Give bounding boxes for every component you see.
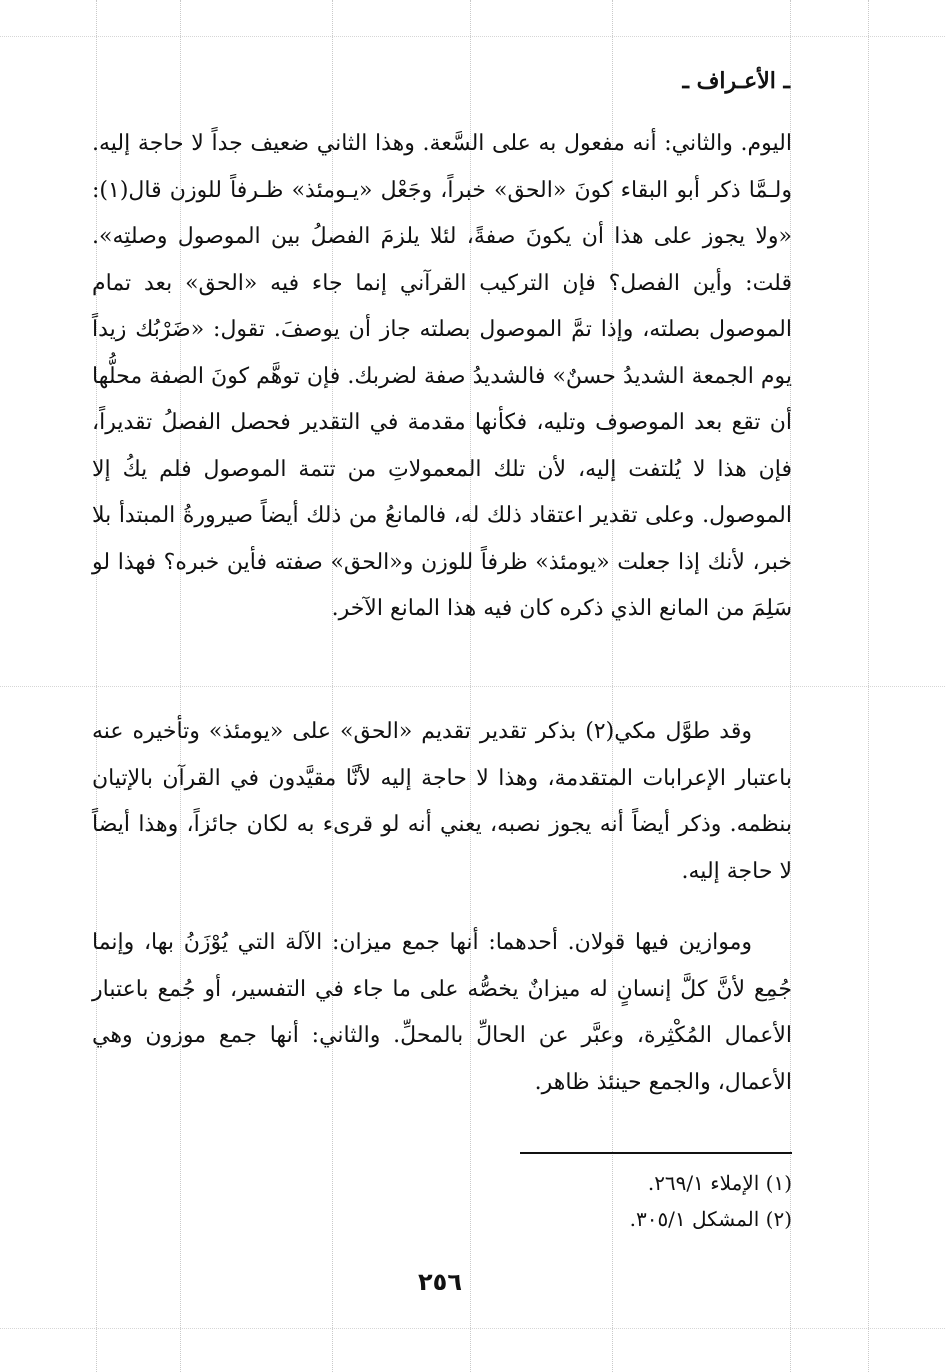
running-header: ـ الأعـراف ـ — [682, 68, 790, 94]
paragraph-text: وقد طوَّل مكي(٢) بذكر تقدير تقديم «الحق» على «يومئذ» وتأخيره عنه باعتبار الإعرابات المتقدمة، وهذا لا حاجة إليه لأنَّا مقيَّدون في القرآن بالإتيان بنظمه. وذكر أيضاً أنه يجوز نصبه، يعني أنه لو قرىء به لكان جائزاً، وهذا أيضاً لا حاجة إليه. — [92, 719, 792, 884]
footnote-item: (١) الإملاء ٢٦٩/١. — [647, 1171, 792, 1195]
paragraph-text: وموازين فيها قولان. أحدهما: أنها جمع ميزان: الآلة التي يُوْزَنُ بها، وإنما جُمِع لأنَّ كلَّ إنسانٍ له ميزانٌ يخصُّه على ما جاء في التفسير، أو جُمع باعتبار الأعمال المُكْثِرة، وعبَّر عن الحالِّ بالمحلِّ. والثاني: أنها جمع موزون وهي الأعمال، والجمع حينئذ ظاهر. — [92, 930, 792, 1095]
scan-guide-line — [0, 1328, 945, 1329]
page-number: ٢٥٦ — [418, 1268, 462, 1296]
footnote-separator — [520, 1152, 792, 1154]
footnote-item: (٢) المشكل ٣٠٥/١. — [629, 1207, 792, 1231]
footnotes — [420, 1165, 792, 1237]
body-paragraph — [92, 709, 792, 895]
body-paragraph — [92, 121, 792, 633]
body-paragraph — [92, 920, 792, 1106]
paragraph-text: اليوم. والثاني: أنه مفعول به على السَّعة. وهذا الثاني ضعيف جداً لا حاجة إليه. ولـمَّا ذكر أبو البقاء كونَ «الحق» خبراً، وجَعْل «يـومئذ» ظـرفاً للوزن قال(١): «ولا يجوز على هذا أن يكونَ صفةً، لئلا يلزمَ الفصلُ بين الموصول وصلتِه». قلت: وأين الفصل؟ فإن التركيب القرآني إنما جاء فيه «الحق» بعد تمام الموصول بصلته، وإذا تمَّ الموصول بصلته جاز أن يوصفَ. تقول: «ضَرْبُك زيداً يوم الجمعة الشديدُ حسنٌ» فالشديدُ صفة لضربك. فإن توهَّم كونَ الصفة محلُّها أن تقع بعد الموصوف وتليه، فكأنها مقدمة في التقدير فحصل الفصلُ تقديراً، فإن هذا لا يُلتفت إليه، لأن تلك المعمولاتِ من تتمة الموصول فلم يكُ إلا الموصول. وعلى تقدير اعتقاد ذلك له، فالمانعُ من ذلك أيضاً صيرورةُ المبتدأ بلا خبر، لأنك إذا جعلت «يومئذ» ظرفاً للوزن و«الحق» صفته فأين خبره؟ فهذا لو سَلِمَ من المانع الذي ذكره كان فيه هذا المانع الآخر. — [92, 131, 792, 621]
scan-guide-line — [0, 36, 945, 37]
scan-guide-line — [0, 686, 945, 687]
